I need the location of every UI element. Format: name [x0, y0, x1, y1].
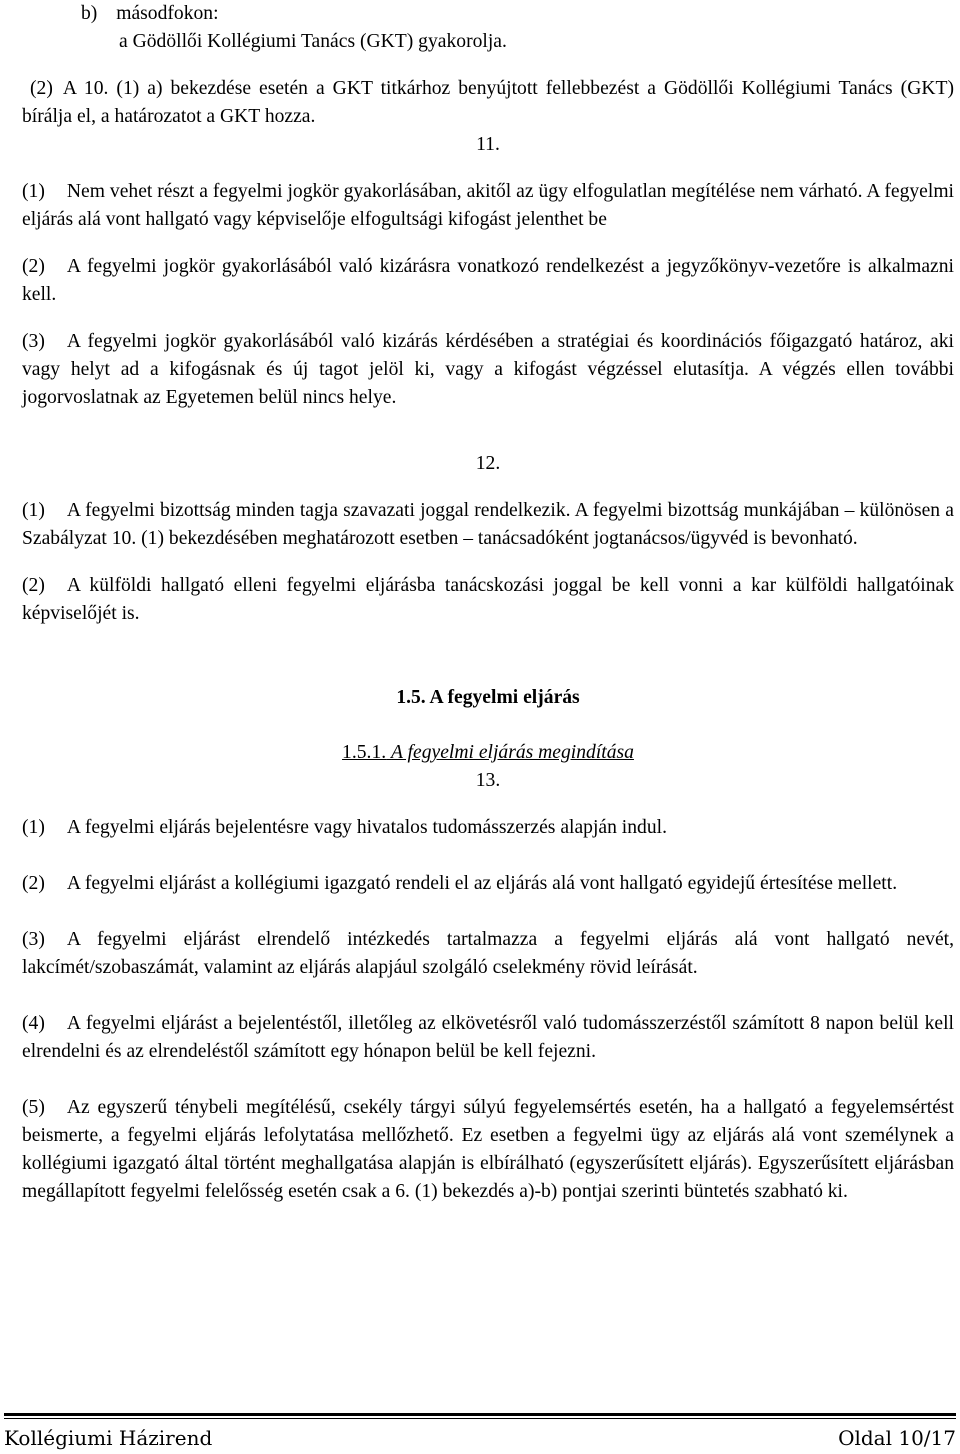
paragraph-text: Az egyszerű ténybeli megítélésű, csekély tárgyi súlyú fegyelemsértés esetén, ha a hallgató a fegyelemsértést beismerte, a fegyelmi eljárás lefolytatása mellőzhető. Ez esetben a fegyelmi ügy az eljárás alá vont személynek a kollégiumi igazgató által történt meghallgatása alapján is elbírálható (egyszerűsített eljárás). Egyszerűsített eljárásban megállapított fegyelmi felelősség esetén csak a 6. (1) bekezdés a)-b) pontjai szerinti büntetés szabható ki. [22, 1097, 954, 1202]
list-label: b) [81, 3, 98, 24]
section-12-heading: 12. [475, 453, 501, 474]
paragraph-number: (3) [22, 331, 45, 352]
paragraph-text: A fegyelmi jogkör gyakorlásából való kizárásra vonatkozó rendelkezést a jegyzőkönyv-vezetőre is alkalmazni kell. [22, 256, 954, 305]
paragraph-number: (2) [22, 575, 45, 596]
paragraph-2 [22, 75, 954, 131]
paragraph-number: (5) [22, 1097, 45, 1118]
paragraph-text: A fegyelmi eljárást elrendelő intézkedés tartalmazza a fegyelmi eljárás alá vont hallgató nevét, lakcímét/szobaszámát, valamint az eljárás alapjául szolgáló cselekmény rövid leírását. [22, 929, 954, 978]
subsection-title [22, 739, 954, 767]
section-13-paragraph-1 [22, 814, 954, 842]
subsection-text: A fegyelmi eljárás megindítása [391, 742, 634, 763]
section-11-heading: 11. [476, 134, 500, 155]
list-text: a Gödöllői Kollégiumi Tanács (GKT) gyakorolja. [119, 31, 507, 52]
paragraph-number: (1) [22, 181, 45, 202]
paragraph-number: (2) [30, 78, 53, 99]
paragraph-number: (2) [22, 256, 45, 277]
paragraph-text: A fegyelmi eljárást a bejelentéstől, illetőleg az elkövetésről való tudomásszerzéstől számított 8 napon belül kell elrendelni és az elrendeléstől számított egy hónapon belül be kell fejezni. [22, 1013, 954, 1062]
section-12-paragraph-1 [22, 497, 954, 553]
section-title: 1.5. A fegyelmi eljárás [396, 687, 580, 708]
paragraph-text: A külföldi hallgató elleni fegyelmi eljárásba tanácskozási joggal be kell vonni a kar külföldi hallgatóinak képviselőjét is. [22, 575, 954, 624]
paragraph-number: (1) [22, 817, 45, 838]
paragraph-text: A fegyelmi jogkör gyakorlásából való kizárás kérdésében a stratégiai és koordinációs főigazgató határoz, aki vagy helyt ad a kifogásnak és új tagot jelöl ki, vagy a kifogást végzéssel elutasítja. A végzés ellen további jogorvoslatnak az Egyetemen belül nincs helye. [22, 331, 954, 408]
document-body [22, 0, 954, 1206]
paragraph-text: A 10. (1) a) bekezdése esetén a GKT titkárhoz benyújtott fellebbezést a Gödöllői Kollégiumi Tanács (GKT) bírálja el, a határozatot a GKT hozza. [22, 78, 954, 127]
list-item-b [22, 0, 954, 28]
section-13-paragraph-5 [22, 1094, 954, 1206]
paragraph-text: A fegyelmi eljárás bejelentésre vagy hivatalos tudomásszerzés alapján indul. [66, 817, 667, 838]
section-11-paragraph-1 [22, 178, 954, 234]
paragraph-text: A fegyelmi eljárást a kollégiumi igazgató rendeli el az eljárás alá vont hallgató egyidejű értesítése mellett. [66, 873, 898, 894]
paragraph-text: Nem vehet részt a fegyelmi jogkör gyakorlásában, akitől az ügy elfogulatlan megítélése nem várható. A fegyelmi eljárás alá vont hallgató vagy képviselője elfogultsági kifogást jelenthet be [22, 181, 954, 230]
section-13-paragraph-4 [22, 1010, 954, 1066]
footer-divider-thin [4, 1418, 956, 1419]
list-item-b-continuation [22, 28, 954, 56]
section-11-paragraph-3 [22, 328, 954, 412]
paragraph-number: (2) [22, 873, 45, 894]
paragraph-number: (3) [22, 929, 45, 950]
section-12-paragraph-2 [22, 572, 954, 628]
section-13-paragraph-2 [22, 870, 954, 898]
subsection-number: 1.5.1. [342, 742, 387, 763]
section-11-paragraph-2 [22, 253, 954, 309]
footer-page-number: Oldal 10/17 [838, 1426, 956, 1450]
footer-document-title: Kollégiumi Házirend [4, 1426, 213, 1450]
list-text: másodfokon: [116, 3, 219, 24]
footer-divider [4, 1413, 956, 1416]
section-13-paragraph-3 [22, 926, 954, 982]
paragraph-number: (4) [22, 1013, 45, 1034]
section-13-heading: 13. [475, 770, 501, 791]
paragraph-text: A fegyelmi bizottság minden tagja szavazati joggal rendelkezik. A fegyelmi bizottság munkájában – különösen a Szabályzat 10. (1) bekezdésében meghatározott esetben – tanácsadóként jogtanácsos/ügyvéd is bevonható. [22, 500, 954, 549]
paragraph-number: (1) [22, 500, 45, 521]
